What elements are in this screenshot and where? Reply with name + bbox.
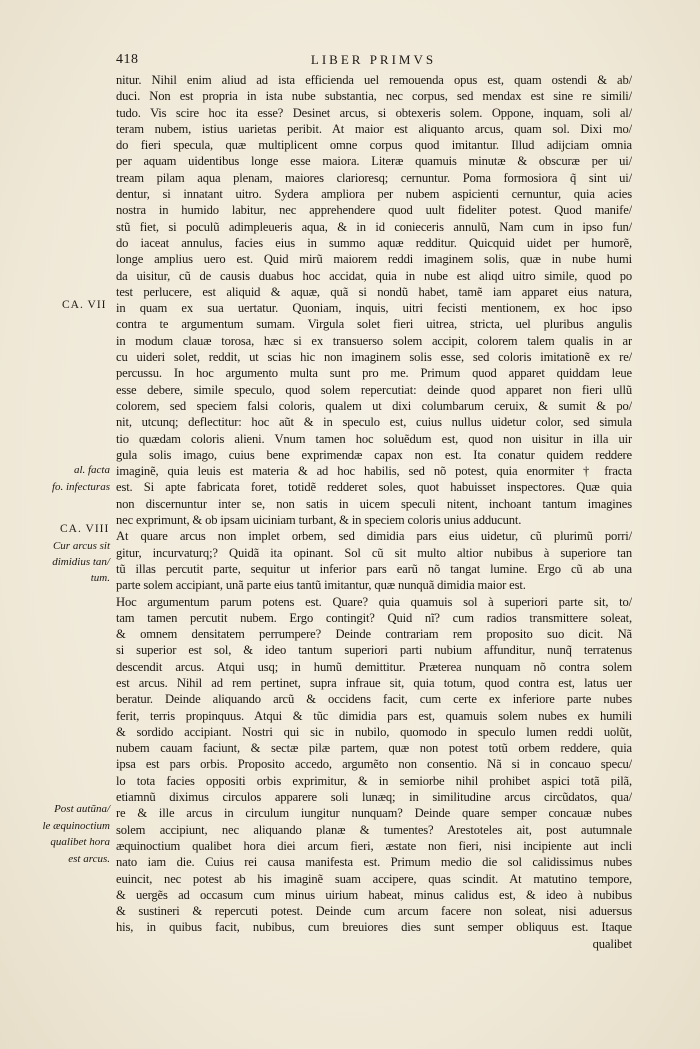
margin-note-autumn-1: Post autũna/ xyxy=(54,803,110,815)
text-line: Hoc argumentum parum potens est. Quare? quia quamuis sol à superiori parte sit, to/ xyxy=(116,594,632,609)
text-line: descendit arcus. Atqui usq; in humũ demittitur. Præterea nunquam nõ contra solem xyxy=(116,659,632,674)
text-line: in quam ex sua uertatur. Quoniam, inquis, uitri fecisti mentionem, ex hoc ipso xyxy=(116,301,632,316)
text-line: nato iam die. Cuius rei causa manifesta est. Primum medio die sol calidissimus nubes xyxy=(116,855,632,870)
text-line: æquinoctium qualibet hora diei arcum fieri, æstate non fieri, nisi incipiente aut incli xyxy=(116,838,632,853)
text-line: est. Si apte fabricata foret, totidẽ redderet soles, quot habuisset inspectores. Quæ quia xyxy=(116,480,632,495)
margin-note-arcus-3: tum. xyxy=(90,572,110,584)
text-line: in modum clauæ torosa, hæc si ex transuerso solem accipit, colorem talem qualis in ar xyxy=(116,333,632,348)
catchword: qualibet xyxy=(592,936,632,951)
text-line: his, in quibus facit, nubibus, cum breuiores dies sunt semper obliquus est. Itaque xyxy=(116,920,632,935)
text-line: nec exprimunt, & ob ipsam uiciniam turbant, & in speciem coloris unius adducunt. xyxy=(116,513,522,528)
text-line: lo tota facies oppositi orbis exprimitur, & in semiorbe nihil prohibet aspici totã pilã, xyxy=(116,773,632,788)
text-line: dentur, si innatant uitro. Sydera ampliora per nubem aspicienti cernuntur, quia acies xyxy=(116,187,632,202)
margin-note-alt-reading-2: fo. infecturas xyxy=(51,481,110,493)
text-line: stũ fiet, si poculũ adimpleueris aqua, & in id conieceris annulũ, Nam cum in ipso fun/ xyxy=(116,219,632,234)
text-line: test perlucere, est aliquid & aquæ, quã si nondũ habet, tamẽ iam apparet eius natura, xyxy=(116,284,632,299)
text-line: colorem, sed speciem falsi coloris, qualem ut dixi columbarum ceruix, & sumit & po/ xyxy=(116,398,632,413)
text-line: tudo. Vis scire hoc ita esse? Desinet arcus, si obtexeris solem. Oppone, inquam, soli al/ xyxy=(116,105,632,120)
text-line: duci. Non est propria in ista nube substantia, nec corpus, sed mendax est sine re simili/ xyxy=(116,89,632,104)
text-line: non discernuntur inter se, non satis in uicem speculi nitent, inchoant tantum imagines xyxy=(116,496,632,511)
margin-note-autumn-4: est arcus. xyxy=(68,853,110,865)
text-line: re & ille arcus in circulum iungitur nunquam? Deinde quare semper concauæ nubes xyxy=(116,806,632,821)
margin-note-arcus-2: dimidius tan/ xyxy=(52,556,110,568)
text-line: tam tamen percutit nubem. Ergo contingit? Quid nĩ? cum radios transmittere soleat, xyxy=(116,610,632,625)
text-line: & sordido accipiant. Nostri qui sic in nubilo, quomodo in speculo lumen reddi uolũt, xyxy=(116,724,632,739)
text-line: & omnem densitatem perrumpere? Deinde contrariam rem proposito suo dicit. Nã xyxy=(116,627,632,642)
text-line: tream pilam aqua plenam, maiores clarioresq; cernuntur. Poma formosiora q̃ sint ui/ xyxy=(116,170,632,185)
text-line: gitur, incurvaturq;? Quidã ita opinant. Sol cũ sit multo altior nubibus à superiore tan xyxy=(116,545,632,560)
running-head: LIBER PRIMVS xyxy=(310,52,437,67)
text-line: teram nubem, istius uarietas peribit. At maior est aliquanto arcus, quam sol. Dixi mo/ xyxy=(116,121,632,136)
margin-note-autumn-3: qualibet hora xyxy=(50,836,110,848)
margin-note-alt-reading-1: al. facta xyxy=(73,464,110,476)
text-line: est arcus. Nihil ad rem pertinet, supra infraue sit, quia totum, quod contra est, latus uer xyxy=(116,675,632,690)
text-line: do fieri specula, quæ multiplicent omne corpus quod imitantur. Illud adijciam omnia xyxy=(116,138,632,153)
text-line: gula solis imago, cuius bene exprimendæ capax non est. Ita conatur quidem reddere xyxy=(116,447,632,462)
text-line: contra te argumentum sumam. Virgula solet fieri uitrea, stricta, uel pluribus angulis xyxy=(116,317,632,332)
folio-number: 418 xyxy=(116,52,139,67)
text-line: & sustineri & repercuti potest. Deinde cum arcum facere non soleat, nisi aduersus xyxy=(116,904,632,919)
margin-chapter-7: CA. VII xyxy=(62,299,107,311)
margin-note-arcus-1: Cur arcus sit xyxy=(52,540,110,552)
text-line: nit, utcunq; deflectitur: hoc aũt & in speculo est, cuius nullus uidetur color, sed simula xyxy=(116,415,632,430)
text-line: nubem cauam faciunt, & sectæ pilæ partem, quæ non potest totũ orbem reddere, quia xyxy=(116,741,632,756)
text-line: solem accipiunt, nec aliquando planæ & tumentes? Arestoteles ait, post autumnale xyxy=(116,822,632,837)
text-line: da uisitur, cũ de causis duabus hoc accidat, quia in nube est aliqd uitro simile, quod po xyxy=(116,268,632,283)
text-line: tũ illas percutit parte, sequitur ut inferior pars earũ nõ tangat lumine. Ergo cũ ab una xyxy=(116,561,632,576)
text-line: beratur. Deinde aliquando arcũ & occidens facit, cum certe ex inferiore parte nubes xyxy=(116,692,632,707)
text-line: percussu. In hoc argumento multa sunt pro me. Primum quod apparet quiddam leue xyxy=(116,366,632,381)
text-line: do iaceat annulus, facies eius in summo aquæ redditur. Quicquid uidet per humorẽ, xyxy=(116,235,632,250)
text-line: longe amplius uero est. Quid mirũ maiorem reddi imaginem solis, quæ in nube humi xyxy=(116,252,632,267)
margin-note-autumn-2: le æquinoctium xyxy=(42,820,110,832)
margin-chapter-8: CA. VIII xyxy=(60,523,110,535)
text-line: parte solem accipiant, unã parte eius tantũ imitantur, quæ nunquã dimidia maior est. xyxy=(116,578,526,593)
page-header xyxy=(116,52,631,72)
main-text-block xyxy=(116,72,632,952)
text-line: etiamnũ diximus circulos apparere soli lunæq; in similitudine arcus circũdatos, qua/ xyxy=(116,790,632,805)
text-line: nostra in humido labitur, nec apprehendere quod uult fideliter potest. Quod manife/ xyxy=(116,203,632,218)
text-line: per aquam uidentibus longe esse maiora. Literæ quamuis minutæ & obscuræ per ui/ xyxy=(116,154,632,169)
text-line: nitur. Nihil enim aliud ad ista efficienda uel remouenda opus est, quam ostendi & ab/ xyxy=(116,73,632,87)
text-line: ipsa est pars orbis. Proposito accedo, argumẽto non consentio. Nã si in concauo specu/ xyxy=(116,757,632,772)
text-line: tio quædam coloris alieni. Vnum tamen hoc soluẽdum est, quod non uisitur in illa uir xyxy=(116,431,632,446)
text-line: imaginẽ, quia leuis est materia & ad hoc habilis, sed nõ potest, quia enormiter † fracta xyxy=(116,464,632,479)
text-line: cu uideri solet, reddit, ut scias hic non imaginem solis esse, sed coloris imitationẽ ex re/ xyxy=(116,350,632,365)
text-line: & uergẽs ad occasum cum minus uirium habeat, minus calidus est, & ideo à nubibus xyxy=(116,887,632,902)
text-line: si superior est sol, & ideo tantum superiori parti nubium affunditur, nunq̃ terratenus xyxy=(116,643,632,658)
text-line: ferit, terris propinquus. Atqui & tũc dimidia pars est, quamuis solem nubes ex humili xyxy=(116,708,632,723)
text-line: euincit, nec potest ab his imaginẽ suam accipere, quas scindit. At matutino tempore, xyxy=(116,871,632,886)
text-line: esse debere, simile speculo, quod solem repercutiat: deinde quod apparet non fieri ullũ xyxy=(116,382,632,397)
text-line: At quare arcus non implet orbem, sed dimidia pars eius uidetur, cũ plurimũ porri/ xyxy=(116,529,632,544)
